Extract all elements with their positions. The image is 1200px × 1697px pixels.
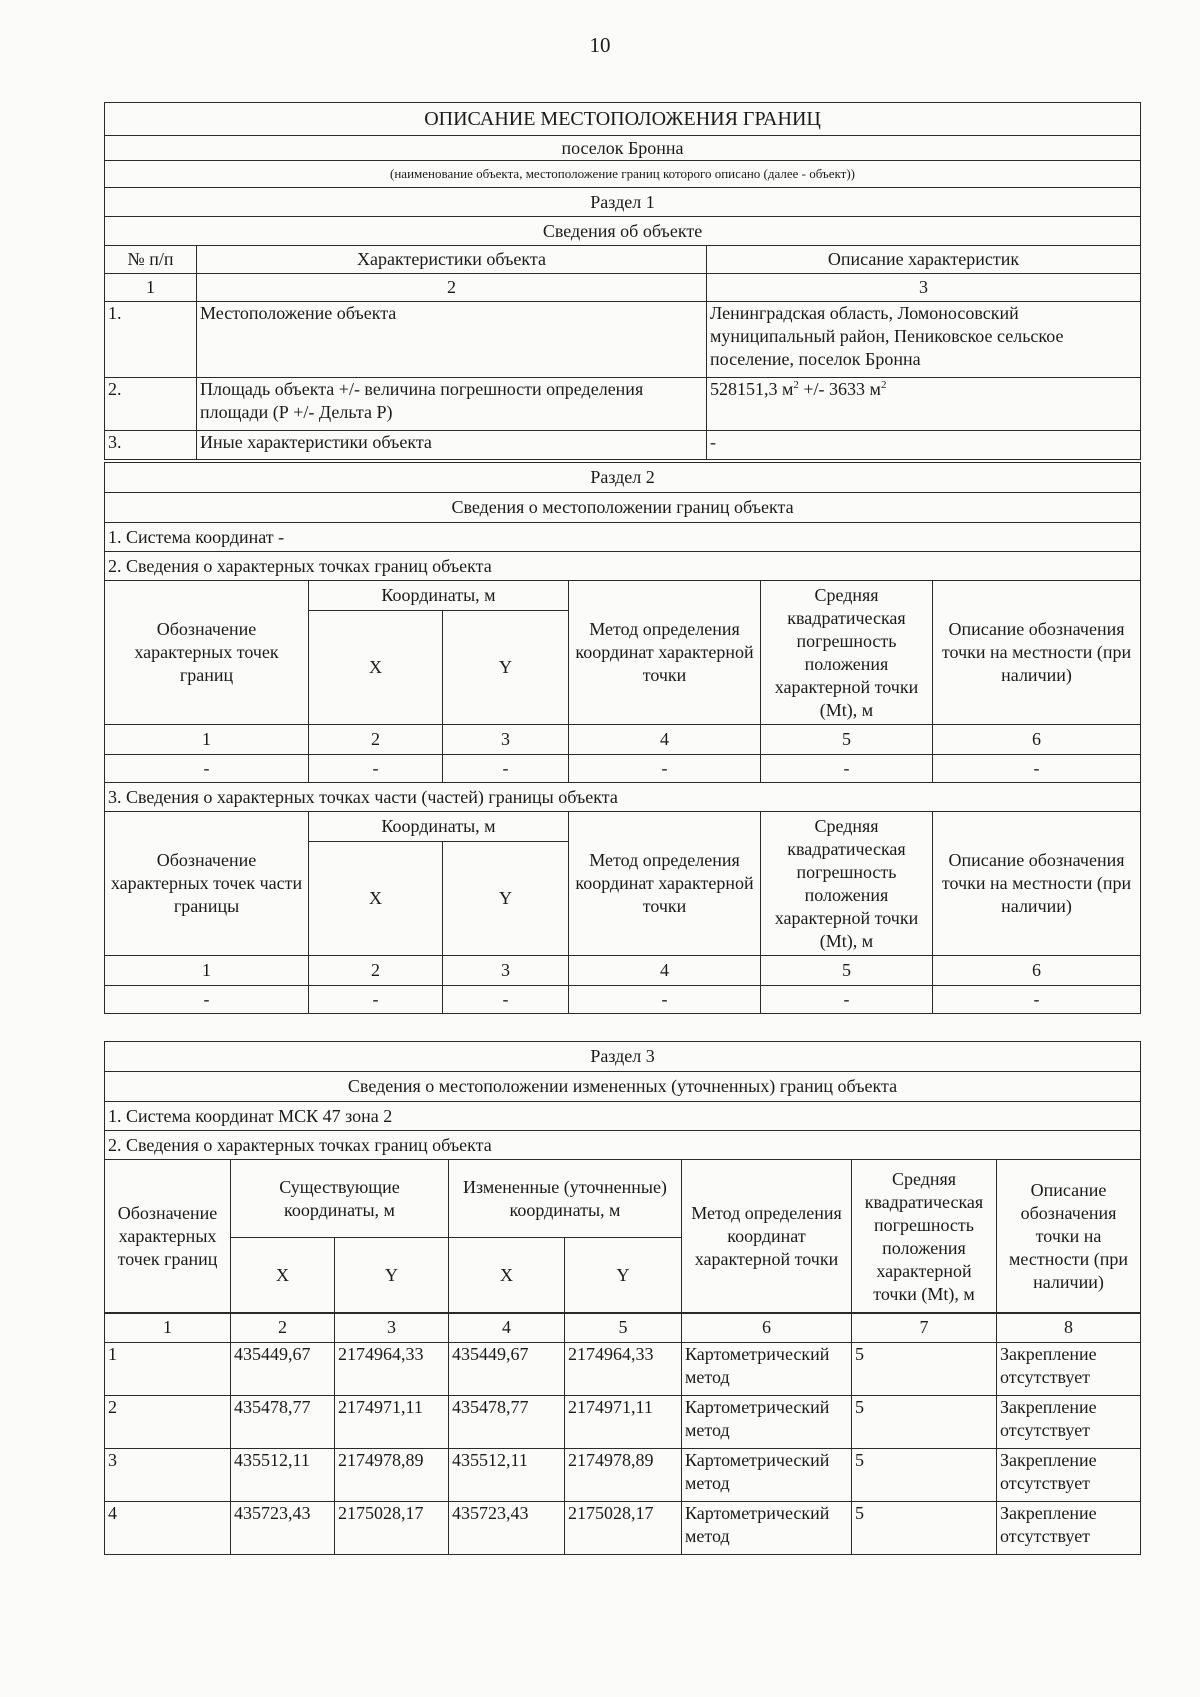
changed-y: 2175028,17 <box>565 1502 682 1555</box>
object-info-table <box>104 102 1141 460</box>
error-header: Средняя квадратическая погрешность положения характерной точки (Mt), м <box>761 812 933 956</box>
column-number: 2 <box>231 1313 335 1343</box>
point-description: Закрепление отсутствует <box>997 1449 1141 1502</box>
coordinates-header: Координаты, м <box>309 812 569 842</box>
column-number: 8 <box>997 1313 1141 1343</box>
table-row <box>105 1502 1141 1555</box>
table-row <box>105 378 1141 431</box>
changed-x: 435723,43 <box>449 1502 565 1555</box>
x-header: X <box>309 842 443 956</box>
section-1-subtitle: Сведения об объекте <box>105 217 1141 246</box>
empty-cell: - <box>443 755 569 783</box>
parts-title: 3. Сведения о характерных точках части (частей) границы объекта <box>105 783 1141 812</box>
characteristic-value <box>707 378 1141 431</box>
empty-cell: - <box>761 755 933 783</box>
column-number: 2 <box>309 956 443 986</box>
designation-part-header: Обозначение характерных точек части границы <box>105 812 309 956</box>
point-description: Закрепление отсутствует <box>997 1502 1141 1555</box>
row-number: 3. <box>105 431 197 460</box>
x-header: X <box>449 1238 565 1314</box>
column-number: 1 <box>105 725 309 755</box>
point-number: 2 <box>105 1396 231 1449</box>
point-description: Закрепление отсутствует <box>997 1343 1141 1396</box>
boundary-location-table <box>104 462 1141 1014</box>
column-number: 3 <box>707 274 1141 302</box>
characteristic-value: - <box>707 431 1141 460</box>
error-value: 5 <box>852 1502 997 1555</box>
changed-y: 2174964,33 <box>565 1343 682 1396</box>
description-header: Описание обозначения точки на местности (при наличии) <box>997 1160 1141 1314</box>
empty-cell: - <box>933 755 1141 783</box>
changed-x: 435512,11 <box>449 1449 565 1502</box>
method-header: Метод определения координат характерной точки <box>569 812 761 956</box>
existing-y: 2174964,33 <box>335 1343 449 1396</box>
column-number: 4 <box>569 956 761 986</box>
table-row <box>105 431 1141 460</box>
empty-cell: - <box>761 986 933 1014</box>
column-number: 1 <box>105 956 309 986</box>
y-header: Y <box>443 611 569 725</box>
y-header: Y <box>335 1238 449 1314</box>
existing-y: 2174978,89 <box>335 1449 449 1502</box>
method: Картометрический метод <box>682 1396 852 1449</box>
document-title: ОПИСАНИЕ МЕСТОПОЛОЖЕНИЯ ГРАНИЦ <box>105 103 1141 136</box>
table-row <box>105 1343 1141 1396</box>
existing-y: 2175028,17 <box>335 1502 449 1555</box>
existing-x: 435512,11 <box>231 1449 335 1502</box>
error-unit-exponent: 2 <box>880 379 887 391</box>
table-row <box>105 1396 1141 1449</box>
coordinates-header: Координаты, м <box>309 581 569 611</box>
empty-cell: - <box>443 986 569 1014</box>
column-header: Описание характеристик <box>707 246 1141 274</box>
table-row <box>105 1449 1141 1502</box>
x-header: X <box>309 611 443 725</box>
description-header: Описание обозначения точки на местности (при наличии) <box>933 581 1141 725</box>
row-number: 1. <box>105 302 197 378</box>
method: Картометрический метод <box>682 1502 852 1555</box>
error-value: 5 <box>852 1343 997 1396</box>
column-number: 7 <box>852 1313 997 1343</box>
empty-cell: - <box>309 755 443 783</box>
empty-cell: - <box>569 986 761 1014</box>
column-number: 5 <box>761 956 933 986</box>
empty-cell: - <box>105 755 309 783</box>
column-number: 5 <box>761 725 933 755</box>
designation-header: Обозначение характерных точек границ <box>105 1160 231 1314</box>
existing-x: 435478,77 <box>231 1396 335 1449</box>
error-value: 5 <box>852 1449 997 1502</box>
column-number: 4 <box>449 1313 565 1343</box>
empty-cell: - <box>569 755 761 783</box>
characteristic-value: Ленинградская область, Ломоносовский муниципальный район, Пениковское сельское поселение, поселок Бронна <box>707 302 1141 378</box>
point-description: Закрепление отсутствует <box>997 1396 1141 1449</box>
area-value: 528151,3 м <box>710 379 794 399</box>
method-header: Метод определения координат характерной точки <box>682 1160 852 1314</box>
coordinate-system: 1. Система координат МСК 47 зона 2 <box>105 1102 1141 1131</box>
error-header: Средняя квадратическая погрешность положения характерной точки (Mt), м <box>761 581 933 725</box>
section-1-title: Раздел 1 <box>105 188 1141 217</box>
changed-y: 2174978,89 <box>565 1449 682 1502</box>
column-number: 5 <box>565 1313 682 1343</box>
designation-header: Обозначение характерных точек границ <box>105 581 309 725</box>
column-header: Характеристики объекта <box>197 246 707 274</box>
column-number: 2 <box>197 274 707 302</box>
error-header: Средняя квадратическая погрешность положения характерной точки (Mt), м <box>852 1160 997 1314</box>
existing-y: 2174971,11 <box>335 1396 449 1449</box>
changed-coordinates-header: Измененные (уточненные) координаты, м <box>449 1160 682 1238</box>
column-number: 3 <box>335 1313 449 1343</box>
column-number: 3 <box>443 956 569 986</box>
points-title: 2. Сведения о характерных точках границ объекта <box>105 552 1141 581</box>
point-number: 3 <box>105 1449 231 1502</box>
column-number: 3 <box>443 725 569 755</box>
description-header: Описание обозначения точки на местности (при наличии) <box>933 812 1141 956</box>
column-header: № п/п <box>105 246 197 274</box>
error-value: 5 <box>852 1396 997 1449</box>
column-number: 1 <box>105 1313 231 1343</box>
existing-coordinates-header: Существующие координаты, м <box>231 1160 449 1238</box>
empty-cell: - <box>933 986 1141 1014</box>
object-caption: (наименование объекта, местоположение границ которого описано (далее - объект)) <box>105 161 1141 188</box>
table-row <box>105 755 1141 783</box>
section-3-subtitle: Сведения о местоположении измененных (уточненных) границ объекта <box>105 1072 1141 1102</box>
row-number: 2. <box>105 378 197 431</box>
y-header: Y <box>443 842 569 956</box>
y-header: Y <box>565 1238 682 1314</box>
method: Картометрический метод <box>682 1343 852 1396</box>
area-unit-exponent: 2 <box>793 379 799 391</box>
column-number: 6 <box>682 1313 852 1343</box>
existing-x: 435723,43 <box>231 1502 335 1555</box>
point-number: 4 <box>105 1502 231 1555</box>
changed-x: 435478,77 <box>449 1396 565 1449</box>
table-row <box>105 986 1141 1014</box>
column-number: 2 <box>309 725 443 755</box>
changed-boundary-table <box>104 1041 1141 1314</box>
method-header: Метод определения координат характерной точки <box>569 581 761 725</box>
boundary-points-table <box>104 1312 1141 1555</box>
object-name: поселок Бронна <box>105 136 1141 161</box>
points-title: 2. Сведения о характерных точках границ объекта <box>105 1131 1141 1160</box>
characteristic-name: Иные характеристики объекта <box>197 431 707 460</box>
column-number: 6 <box>933 725 1141 755</box>
empty-cell: - <box>309 986 443 1014</box>
section-2-subtitle: Сведения о местоположении границ объекта <box>105 493 1141 523</box>
method: Картометрический метод <box>682 1449 852 1502</box>
characteristic-name: Местоположение объекта <box>197 302 707 378</box>
column-number: 4 <box>569 725 761 755</box>
existing-x: 435449,67 <box>231 1343 335 1396</box>
coordinate-system: 1. Система координат - <box>105 523 1141 552</box>
page-number: 10 <box>589 33 611 57</box>
table-row <box>105 302 1141 378</box>
area-error: +/- 3633 м <box>798 379 881 399</box>
point-number: 1 <box>105 1343 231 1396</box>
empty-cell: - <box>105 986 309 1014</box>
section-2-title: Раздел 2 <box>105 463 1141 493</box>
changed-y: 2174971,11 <box>565 1396 682 1449</box>
changed-x: 435449,67 <box>449 1343 565 1396</box>
section-3-title: Раздел 3 <box>105 1042 1141 1072</box>
column-number: 6 <box>933 956 1141 986</box>
column-number: 1 <box>105 274 197 302</box>
x-header: X <box>231 1238 335 1314</box>
characteristic-name: Площадь объекта +/- величина погрешности определения площади (Р +/- Дельта Р) <box>197 378 707 431</box>
